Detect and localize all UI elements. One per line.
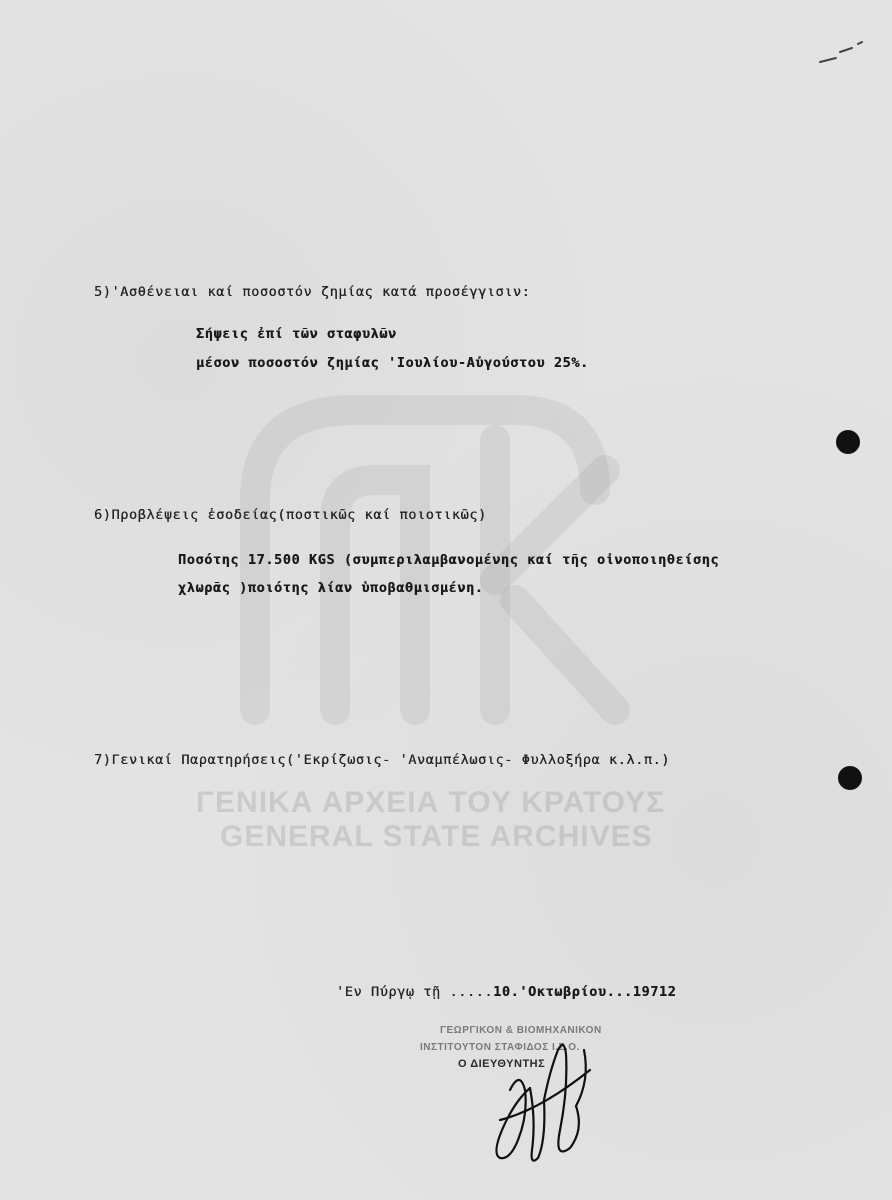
pen-mark	[818, 40, 878, 70]
watermark-greek: ΓΕΝΙΚΑ ΑΡΧΕΙΑ ΤΟΥ ΚΡΑΤΟΥΣ	[196, 786, 666, 819]
stamp-title: Ο ΔΙΕΥΘΥΝΤΗΣ	[458, 1058, 546, 1070]
watermark-english: GENERAL STATE ARCHIVES	[220, 820, 653, 853]
date-prefix: 'Εν Πύργῳ τῇ .....	[336, 984, 494, 1000]
section-7-heading: 7)Γενικαί Παρατηρήσεις('Εκρίζωσις- 'Αναμπέλωσις- Φυλλοξήρα κ.λ.π.)	[94, 752, 671, 768]
archive-watermark-logo	[215, 380, 645, 760]
stamp-line-1: ΓΕΩΡΓΙΚΟΝ & ΒΙΟΜΗΧΑΝΙΚΟΝ	[440, 1025, 602, 1036]
section-6-line-1: Ποσότης 17.500 KGS (συμπεριλαμβανομένης καί τῆς οἰνοποιηθείσης	[178, 552, 720, 568]
section-5-line-2: μέσον ποσοστόν ζημίας 'Ιουλίου-Αὐγούστου 25%.	[196, 355, 589, 371]
handwritten-signature	[480, 1030, 600, 1170]
section-6-line-2: χλωρᾶς )ποιότης λίαν ὑποβαθμισμένη.	[178, 580, 484, 596]
date-value: 10.'Οκτωβρίου...19712	[493, 984, 677, 1000]
date-line	[336, 984, 676, 1000]
section-5-line-1: Σήψεις ἐπί τῶν σταφυλῶν	[196, 326, 397, 342]
section-6-heading: 6)Προβλέψεις ἐσοδείας(ποστικῶς καί ποιοτικῶς)	[94, 507, 487, 523]
section-5-heading: 5)'Ασθένειαι καί ποσοστόν ζημίας κατά προσέγγισιν:	[94, 284, 531, 300]
punch-hole-top	[836, 430, 860, 454]
stamp-line-2: ΙΝΣΤΙΤΟΥΤΟΝ ΣΤΑΦΙΔΟΣ Ι.Σ.Ο.	[420, 1042, 580, 1053]
punch-hole-bottom	[838, 766, 862, 790]
